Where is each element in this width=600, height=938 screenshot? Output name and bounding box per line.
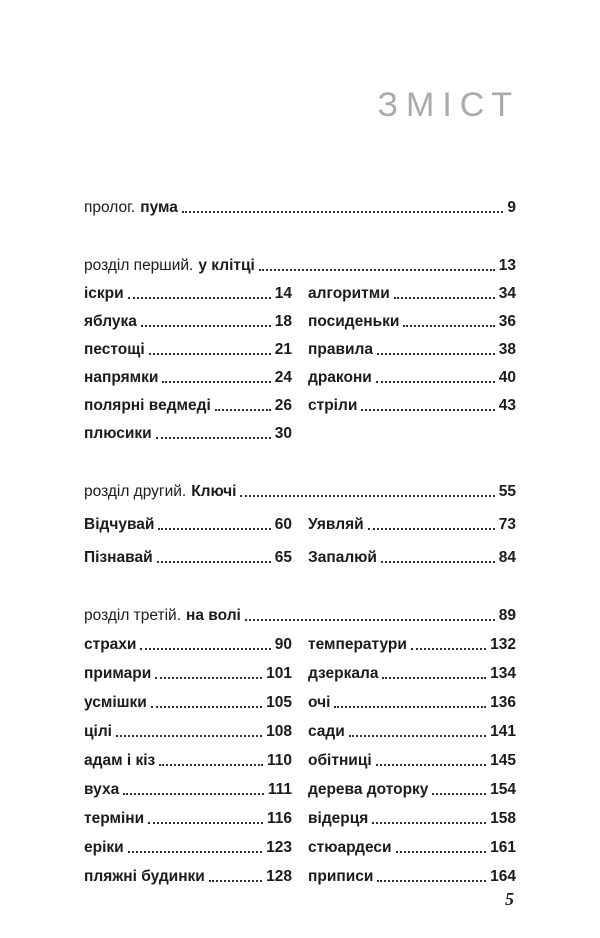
- toc-entry-label: приписи: [308, 868, 374, 886]
- toc-entry-label: правила: [308, 341, 373, 359]
- leader-dots: [411, 648, 486, 650]
- toc-entry: [308, 741, 516, 770]
- leader-dots: [240, 495, 494, 497]
- section-prefix: розділ третій.: [84, 607, 182, 625]
- leader-dots: [148, 822, 263, 824]
- toc-entry-page: 30: [274, 425, 292, 443]
- toc-entry-page: 90: [274, 636, 292, 654]
- toc-entry-label: страхи: [84, 636, 137, 654]
- right-column: [308, 275, 516, 443]
- toc-entry-page: 111: [267, 781, 292, 799]
- toc-entry: [308, 625, 516, 654]
- section-page: 89: [498, 607, 516, 625]
- leader-dots: [334, 706, 486, 708]
- toc-entry: [308, 501, 516, 534]
- toc-entry: [84, 683, 292, 712]
- toc-entry-page: 18: [274, 313, 292, 331]
- toc-entry-label: очі: [308, 694, 331, 712]
- leader-dots: [209, 880, 262, 882]
- toc-entry: [84, 828, 292, 857]
- toc-entry-page: 34: [498, 285, 516, 303]
- toc-entry: [84, 415, 292, 443]
- prologue-row: [84, 189, 516, 217]
- section-title: на волі: [186, 607, 241, 625]
- section-heading: [84, 247, 516, 275]
- toc-entry: [84, 857, 292, 886]
- toc-entry-page: 73: [498, 516, 516, 534]
- toc-entry: [84, 799, 292, 828]
- leader-dots: [158, 528, 270, 530]
- toc-entry: [308, 387, 516, 415]
- section-page: 13: [498, 257, 516, 275]
- toc-entry-label: стюардеси: [308, 839, 392, 857]
- toc-entry-label: Уявляй: [308, 516, 364, 534]
- leader-dots: [182, 211, 504, 213]
- toc-entry-page: 145: [490, 752, 516, 770]
- leader-dots: [141, 325, 271, 327]
- leader-dots: [157, 561, 271, 563]
- toc-entry-label: посиденьки: [308, 313, 400, 331]
- section-columns: [84, 501, 516, 567]
- toc-entry: [84, 534, 292, 567]
- right-column: [308, 501, 516, 567]
- toc-entry: [308, 275, 516, 303]
- leader-dots: [394, 297, 495, 299]
- toc-entry-page: 161: [490, 839, 516, 857]
- toc-entry-label: дракони: [308, 369, 372, 387]
- toc-entry-page: 65: [274, 549, 292, 567]
- toc-entry-page: 26: [274, 397, 292, 415]
- prologue-prefix: пролог.: [84, 199, 136, 217]
- toc-entry-label: адам і кіз: [84, 752, 156, 770]
- leader-dots: [368, 528, 495, 530]
- section-columns: [84, 275, 516, 443]
- toc-entry-label: Відчувай: [84, 516, 155, 534]
- toc-entry-page: 141: [490, 723, 516, 741]
- toc-entry-page: 14: [274, 285, 292, 303]
- section-prefix: розділ перший.: [84, 257, 194, 275]
- toc-entry-label: пляжні будинки: [84, 868, 205, 886]
- toc-entry-page: 40: [498, 369, 516, 387]
- toc-entry: [308, 799, 516, 828]
- leader-dots: [162, 381, 270, 383]
- left-column: [84, 501, 292, 567]
- section-columns: [84, 625, 516, 886]
- leader-dots: [377, 880, 486, 882]
- toc-entry-page: 110: [266, 752, 292, 770]
- section-title: у клітці: [198, 257, 255, 275]
- toc-entry-label: пестощі: [84, 341, 145, 359]
- leader-dots: [149, 353, 271, 355]
- toc-entry-page: 108: [266, 723, 292, 741]
- section-chapter-three: [84, 597, 516, 886]
- leader-dots: [128, 297, 271, 299]
- leader-dots: [156, 437, 271, 439]
- toc-entry: [308, 359, 516, 387]
- toc-entry-label: дзеркала: [308, 665, 379, 683]
- leader-dots: [155, 677, 262, 679]
- section-chapter-two: [84, 473, 516, 567]
- left-column: [84, 275, 292, 443]
- toc-entry: [84, 387, 292, 415]
- toc-entry-page: 136: [490, 694, 516, 712]
- toc-entry-label: іскри: [84, 285, 124, 303]
- toc-entry: [84, 654, 292, 683]
- leader-dots: [376, 764, 486, 766]
- leader-dots: [128, 851, 262, 853]
- leader-dots: [123, 793, 264, 795]
- toc-entry-page: 128: [266, 868, 292, 886]
- toc-entry-label: терміни: [84, 810, 145, 828]
- toc-entry: [84, 741, 292, 770]
- toc-entry-label: цілі: [84, 723, 112, 741]
- toc-entry: [308, 770, 516, 799]
- leader-dots: [396, 851, 487, 853]
- leader-dots: [372, 822, 486, 824]
- toc-entry-label: температури: [308, 636, 407, 654]
- toc-entry: [84, 359, 292, 387]
- toc-entry-page: 132: [490, 636, 516, 654]
- toc-entry-label: усмішки: [84, 694, 147, 712]
- toc-entry-label: плюсики: [84, 425, 152, 443]
- toc-entry-label: стріли: [308, 397, 358, 415]
- right-column: [308, 625, 516, 886]
- toc-entry-page: 134: [490, 665, 516, 683]
- toc-entry: [84, 712, 292, 741]
- prologue-title: пума: [140, 199, 178, 217]
- leader-dots: [116, 735, 262, 737]
- leader-dots: [377, 353, 495, 355]
- section-heading: [84, 597, 516, 625]
- page-title: ЗМІСТ: [377, 86, 520, 124]
- section-page: 55: [498, 483, 516, 501]
- toc-entry: [308, 828, 516, 857]
- toc-entry: [84, 275, 292, 303]
- toc-entry-label: Запалюй: [308, 549, 377, 567]
- toc-entry-label: яблука: [84, 313, 137, 331]
- section-prefix: розділ другий.: [84, 483, 187, 501]
- toc-entry-label: примари: [84, 665, 152, 683]
- section-title: Ключі: [191, 483, 237, 501]
- toc-entry-page: 60: [274, 516, 292, 534]
- toc-entry: [84, 331, 292, 359]
- toc-entry-label: алгоритми: [308, 285, 390, 303]
- toc-entry: [308, 331, 516, 359]
- toc-entry: [84, 501, 292, 534]
- toc-entry-page: 158: [490, 810, 516, 828]
- toc-entry-page: 123: [266, 839, 292, 857]
- toc-entry: [308, 654, 516, 683]
- leader-dots: [349, 735, 486, 737]
- toc-entry-page: 101: [266, 665, 292, 683]
- toc-entry: [308, 303, 516, 331]
- leader-dots: [381, 561, 495, 563]
- leader-dots: [140, 648, 270, 650]
- toc-entry-label: сади: [308, 723, 345, 741]
- left-column: [84, 625, 292, 886]
- toc-entry-page: 105: [266, 694, 292, 712]
- leader-dots: [403, 325, 494, 327]
- toc-entry-page: 24: [274, 369, 292, 387]
- toc-entry-page: 154: [490, 781, 516, 799]
- toc-entry: [308, 534, 516, 567]
- leader-dots: [151, 706, 262, 708]
- toc-entry-label: дерева доторку: [308, 781, 429, 799]
- leader-dots: [159, 764, 263, 766]
- toc-entry: [84, 625, 292, 654]
- toc-entry-label: відерця: [308, 810, 369, 828]
- toc-entry-page: 21: [274, 341, 292, 359]
- toc-entry: [308, 857, 516, 886]
- section-heading: [84, 473, 516, 501]
- toc-entry-page: 84: [498, 549, 516, 567]
- toc-entry-page: 164: [490, 868, 516, 886]
- section-chapter-one: [84, 247, 516, 443]
- toc-entry-page: 38: [498, 341, 516, 359]
- toc-entry-label: вуха: [84, 781, 120, 799]
- toc-entry-page: 116: [266, 810, 292, 828]
- toc-entry: [308, 712, 516, 741]
- toc-entry: [84, 770, 292, 799]
- toc-entry: [308, 683, 516, 712]
- toc-entry-label: обітниці: [308, 752, 372, 770]
- toc-entry: [84, 303, 292, 331]
- leader-dots: [215, 409, 271, 411]
- leader-dots: [432, 793, 486, 795]
- toc-entry-page: 43: [498, 397, 516, 415]
- leader-dots: [376, 381, 495, 383]
- leader-dots: [245, 619, 495, 621]
- toc-entry-label: Пізнавай: [84, 549, 153, 567]
- toc-entry-page: 36: [498, 313, 516, 331]
- leader-dots: [382, 677, 486, 679]
- prologue-page: 9: [507, 199, 516, 217]
- page-number: 5: [505, 889, 514, 909]
- toc-entry-label: еріки: [84, 839, 124, 857]
- toc-entry-label: напрямки: [84, 369, 159, 387]
- leader-dots: [361, 409, 494, 411]
- leader-dots: [259, 269, 495, 271]
- toc-entry-label: полярні ведмеді: [84, 397, 211, 415]
- toc-content: [0, 125, 600, 886]
